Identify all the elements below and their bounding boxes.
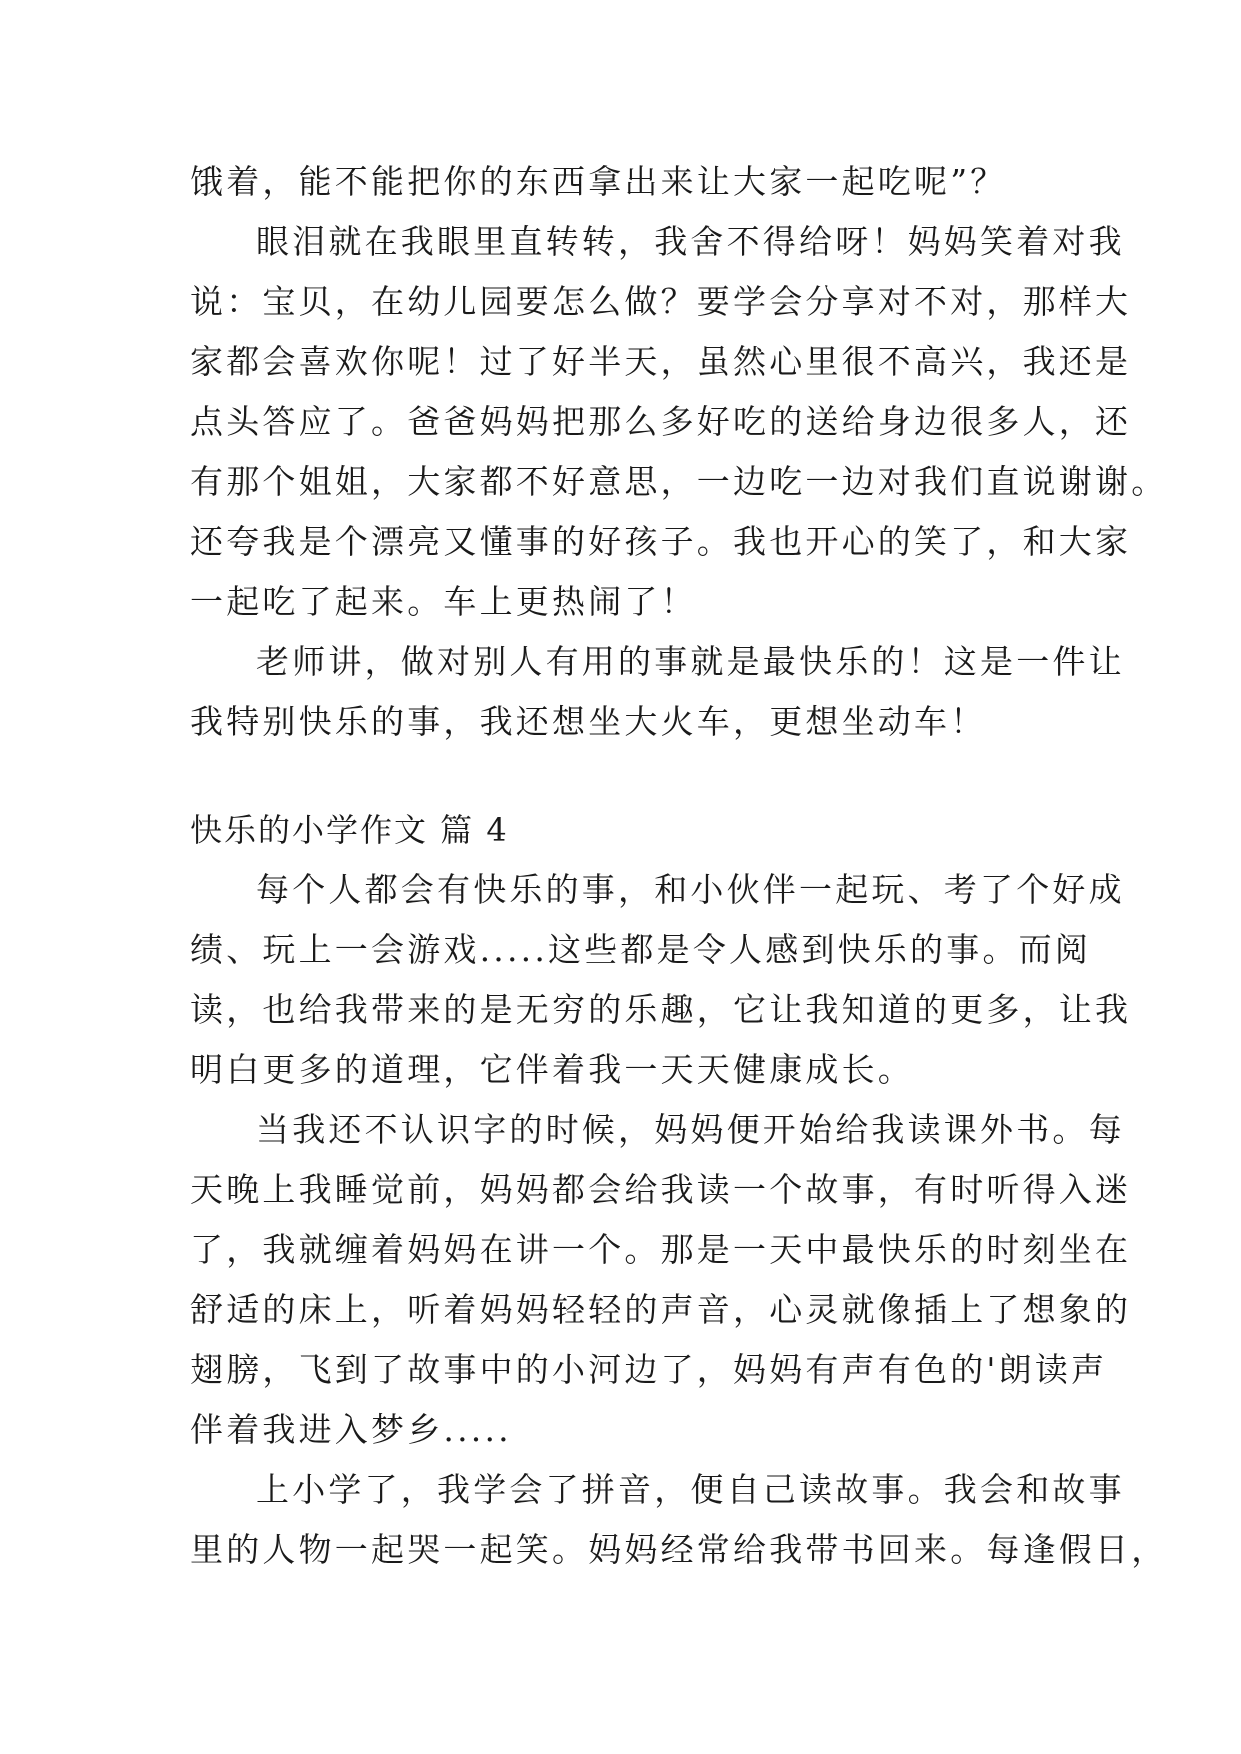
text-line: 有那个姐姐，大家都不好意思，一边吃一边对我们直说谢谢。	[190, 462, 1168, 501]
paragraph-start-line: 当我还不认识字的时候，妈妈便开始给我读课外书。每	[256, 1110, 1125, 1149]
text-line: 明白更多的道理，它伴着我一天天健康成长。	[190, 1050, 914, 1089]
text-line: 舒适的床上，听着妈妈轻轻的声音，心灵就像插上了想象的	[190, 1290, 1132, 1329]
text-line: 绩、玩上一会游戏.....这些都是令人感到快乐的事。而阅	[190, 930, 1092, 969]
text-line: 天晚上我睡觉前，妈妈都会给我读一个故事，有时听得入迷	[190, 1170, 1132, 1209]
paragraph-start-line: 老师讲，做对别人有用的事就是最快乐的！这是一件让	[256, 642, 1125, 681]
text-line: 家都会喜欢你呢！过了好半天，虽然心里很不高兴，我还是	[190, 342, 1132, 381]
text-line: 点头答应了。爸爸妈妈把那么多好吃的送给身边很多人，还	[190, 402, 1132, 441]
paragraph-start-line: 上小学了，我学会了拼音，便自己读故事。我会和故事	[256, 1470, 1125, 1509]
paragraph-start-line: 眼泪就在我眼里直转转，我舍不得给呀！妈妈笑着对我	[256, 222, 1125, 261]
text-line: 伴着我进入梦乡.....	[190, 1410, 512, 1449]
text-line: 饿着，能不能把你的东西拿出来让大家一起吃呢”？	[190, 162, 1007, 201]
paragraph-start-line: 每个人都会有快乐的事，和小伙伴一起玩、考了个好成	[256, 870, 1125, 909]
section-heading: 快乐的小学作文 篇 4	[190, 811, 509, 849]
text-line: 翅膀，飞到了故事中的小河边了，妈妈有声有色的'朗读声	[190, 1350, 1108, 1389]
text-line: 还夸我是个漂亮又懂事的好孩子。我也开心的笑了，和大家	[190, 522, 1132, 561]
text-line: 读，也给我带来的是无穷的乐趣，它让我知道的更多，让我	[190, 990, 1132, 1029]
text-line: 了，我就缠着妈妈在讲一个。那是一天中最快乐的时刻坐在	[190, 1230, 1132, 1269]
text-line: 说：宝贝，在幼儿园要怎么做？要学会分享对不对，那样大	[190, 282, 1132, 321]
text-line: 我特别快乐的事，我还想坐大火车，更想坐动车！	[190, 702, 987, 741]
text-line: 里的人物一起哭一起笑。妈妈经常给我带书回来。每逢假日，	[190, 1530, 1168, 1569]
text-line: 一起吃了起来。车上更热闹了！	[190, 582, 697, 621]
